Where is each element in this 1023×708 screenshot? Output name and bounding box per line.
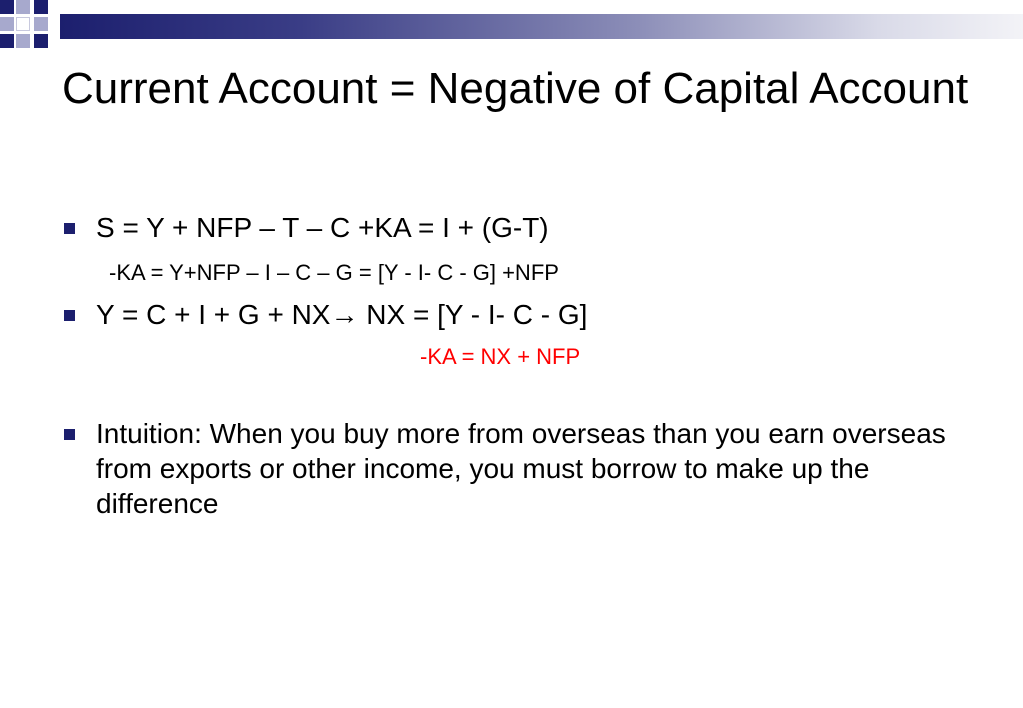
highlight-text: -KA = NX + NFP <box>420 344 581 369</box>
sub-item-text: -KA = Y+NFP – I – C – G = [Y - I- C - G] +NFP <box>109 260 559 285</box>
bullet-text: S = Y + NFP – T – C +KA = I + (G-T) <box>96 212 549 243</box>
corner-square-light <box>34 17 48 31</box>
square-bullet-icon <box>64 223 75 234</box>
corner-square-light <box>16 0 30 14</box>
corner-square-dark <box>0 0 14 14</box>
bullet-list <box>62 210 992 521</box>
corner-square-light <box>16 34 30 48</box>
square-bullet-icon <box>64 310 75 321</box>
highlighted-equation <box>62 343 992 371</box>
bullet-item <box>62 210 992 245</box>
corner-square-dark <box>34 0 48 14</box>
corner-square-dark <box>34 34 48 48</box>
slide-title: Current Account = Negative of Capital Account <box>62 64 969 113</box>
square-bullet-icon <box>64 429 75 440</box>
header-gradient-bar <box>60 14 1023 39</box>
corner-square-white <box>16 17 30 31</box>
bullet-text: Y = C + I + G + NX→ NX = [Y - I- C - G] <box>96 299 588 330</box>
bullet-item <box>62 416 992 521</box>
bullet-text: Intuition: When you buy more from overseas than you earn overseas from exports or other income, you must borrow to make up the difference <box>96 418 946 519</box>
bullet-item <box>62 297 992 332</box>
corner-square-light <box>0 17 14 31</box>
sub-item <box>62 259 992 287</box>
corner-square-dark <box>0 34 14 48</box>
